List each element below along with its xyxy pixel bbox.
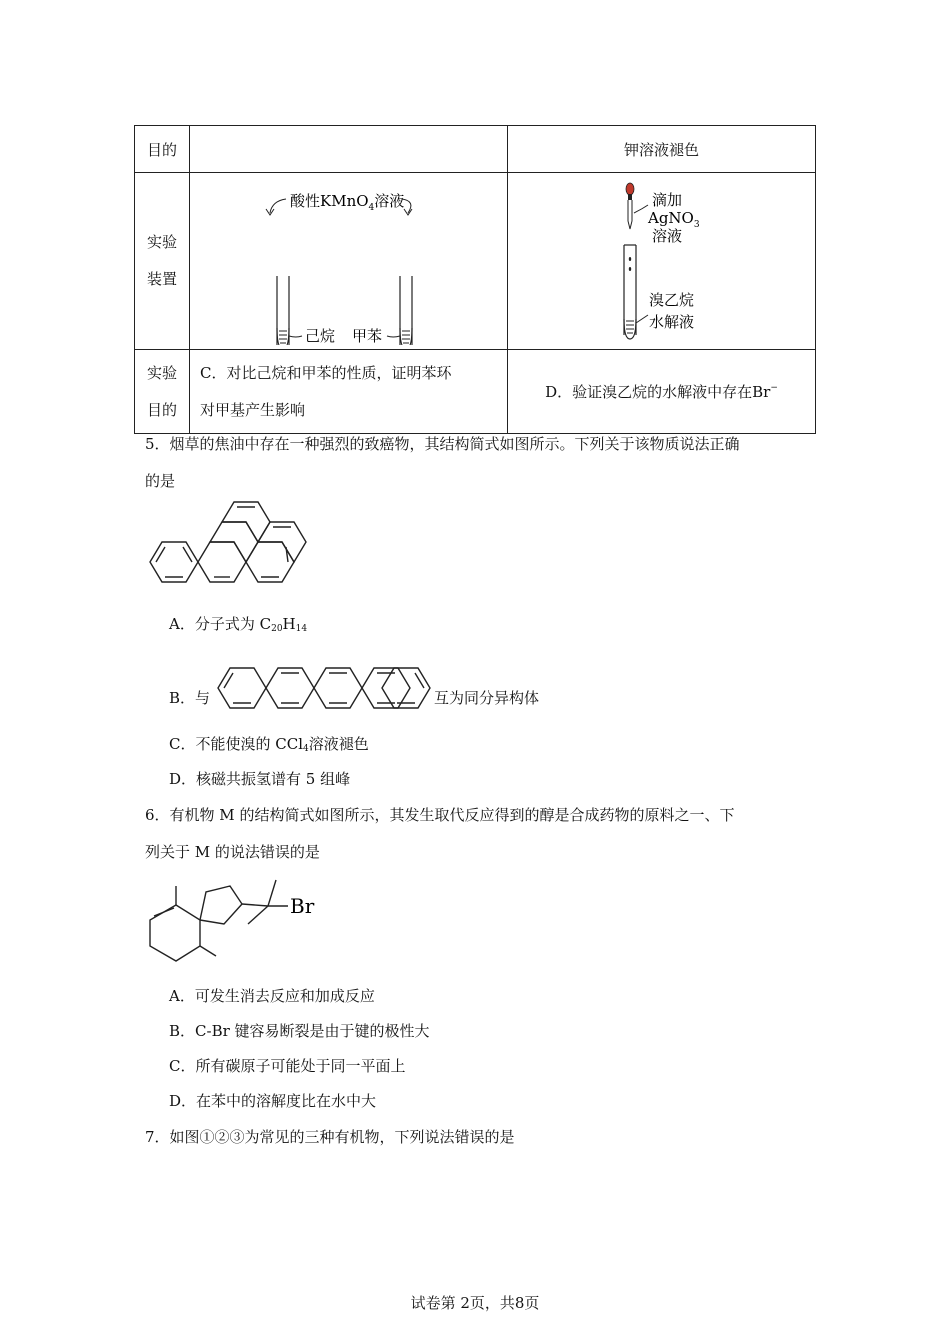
q6-stem-line1: 6．有机物 M 的结构简式如图所示，其发生取代反应得到的醇是合成药物的原料之一、下: [145, 806, 735, 824]
table-row: [135, 350, 816, 434]
row-label-purpose2: [135, 350, 190, 434]
option-d-text: D．验证溴乙烷的水解液中存在Br: [545, 383, 771, 401]
apparatus-d-cell: [507, 173, 815, 350]
tube2-label: 甲苯: [352, 327, 383, 345]
label-line: 实验: [147, 233, 178, 251]
option-c-cell: [190, 350, 508, 434]
dropper-label-3: 溶液: [651, 227, 682, 245]
q6-option-b: B．C-Br 键容易断裂是由于键的极性大: [169, 1022, 430, 1040]
reagent-label: 酸性KMnO$_4$溶液: [290, 192, 405, 213]
row-label-apparatus: [135, 173, 190, 350]
experiment-table: [134, 125, 816, 434]
dropper-label-2: AgNO$_3$: [647, 209, 700, 230]
test-tube-hydrolysate: [624, 245, 636, 339]
compound-m-structure: [140, 872, 330, 972]
test-tube-hexane: [277, 276, 289, 345]
dropper-label-1: 滴加: [651, 191, 682, 209]
q5-option-a: A．分子式为 $C_{20}H_{14}$: [169, 615, 308, 634]
page-footer: 试卷第 2页，共8页: [410, 1294, 540, 1312]
q5-option-d: D．核磁共振氢谱有 5 组峰: [169, 770, 351, 788]
benzopyrene-structure: [140, 498, 310, 598]
q5-option-b-pre: B．与: [169, 689, 211, 707]
cell-purpose-d: 钾溶液褪色: [507, 126, 815, 173]
table-row: [135, 173, 816, 350]
q5-stem-line1: 5．烟草的焦油中存在一种强烈的致癌物，其结构简式如图所示。下列关于该物质说法正确: [145, 435, 740, 453]
test-tube-toluene: [400, 276, 412, 345]
label-line: 目的: [147, 400, 178, 419]
apparatus-c-figure: [190, 173, 499, 345]
tube-label-2: 水解液: [648, 313, 694, 331]
apparatus-d-figure: [508, 173, 815, 345]
option-d-sup: −: [770, 383, 778, 393]
label-line: 实验: [147, 363, 178, 382]
tube-label-1: 溴乙烷: [648, 291, 694, 309]
q5-stem-line2: 的是: [145, 472, 176, 490]
tube1-label: 己烷: [305, 327, 336, 345]
cell-empty: [190, 126, 508, 173]
q5-option-b-post: 互为同分异构体: [434, 689, 540, 707]
apparatus-c-cell: [190, 173, 508, 350]
option-d-cell: [507, 350, 815, 434]
bromine-label: Br: [290, 894, 315, 918]
dropper-icon: [626, 183, 634, 229]
q7-stem: 7．如图①②③为常见的三种有机物，下列说法错误的是: [145, 1128, 515, 1146]
pentacene-ring-5: [362, 650, 434, 730]
q6-stem-line2: 列关于 M 的说法错误的是: [145, 843, 320, 861]
table-row: [135, 126, 816, 173]
q5-option-c: C．不能使溴的 CCl$_4$溶液褪色: [169, 735, 369, 754]
label-line: 装置: [147, 270, 178, 288]
option-c-line2: 对甲基产生影响: [200, 400, 306, 419]
row-label-purpose: 目的: [135, 126, 190, 173]
q6-option-c: C．所有碳原子可能处于同一平面上: [169, 1057, 406, 1075]
q6-option-d: D．在苯中的溶解度比在水中大: [169, 1092, 377, 1110]
option-c-line1: C．对比己烷和甲苯的性质，证明苯环: [200, 363, 452, 382]
q6-option-a: A．可发生消去反应和加成反应: [169, 987, 375, 1005]
